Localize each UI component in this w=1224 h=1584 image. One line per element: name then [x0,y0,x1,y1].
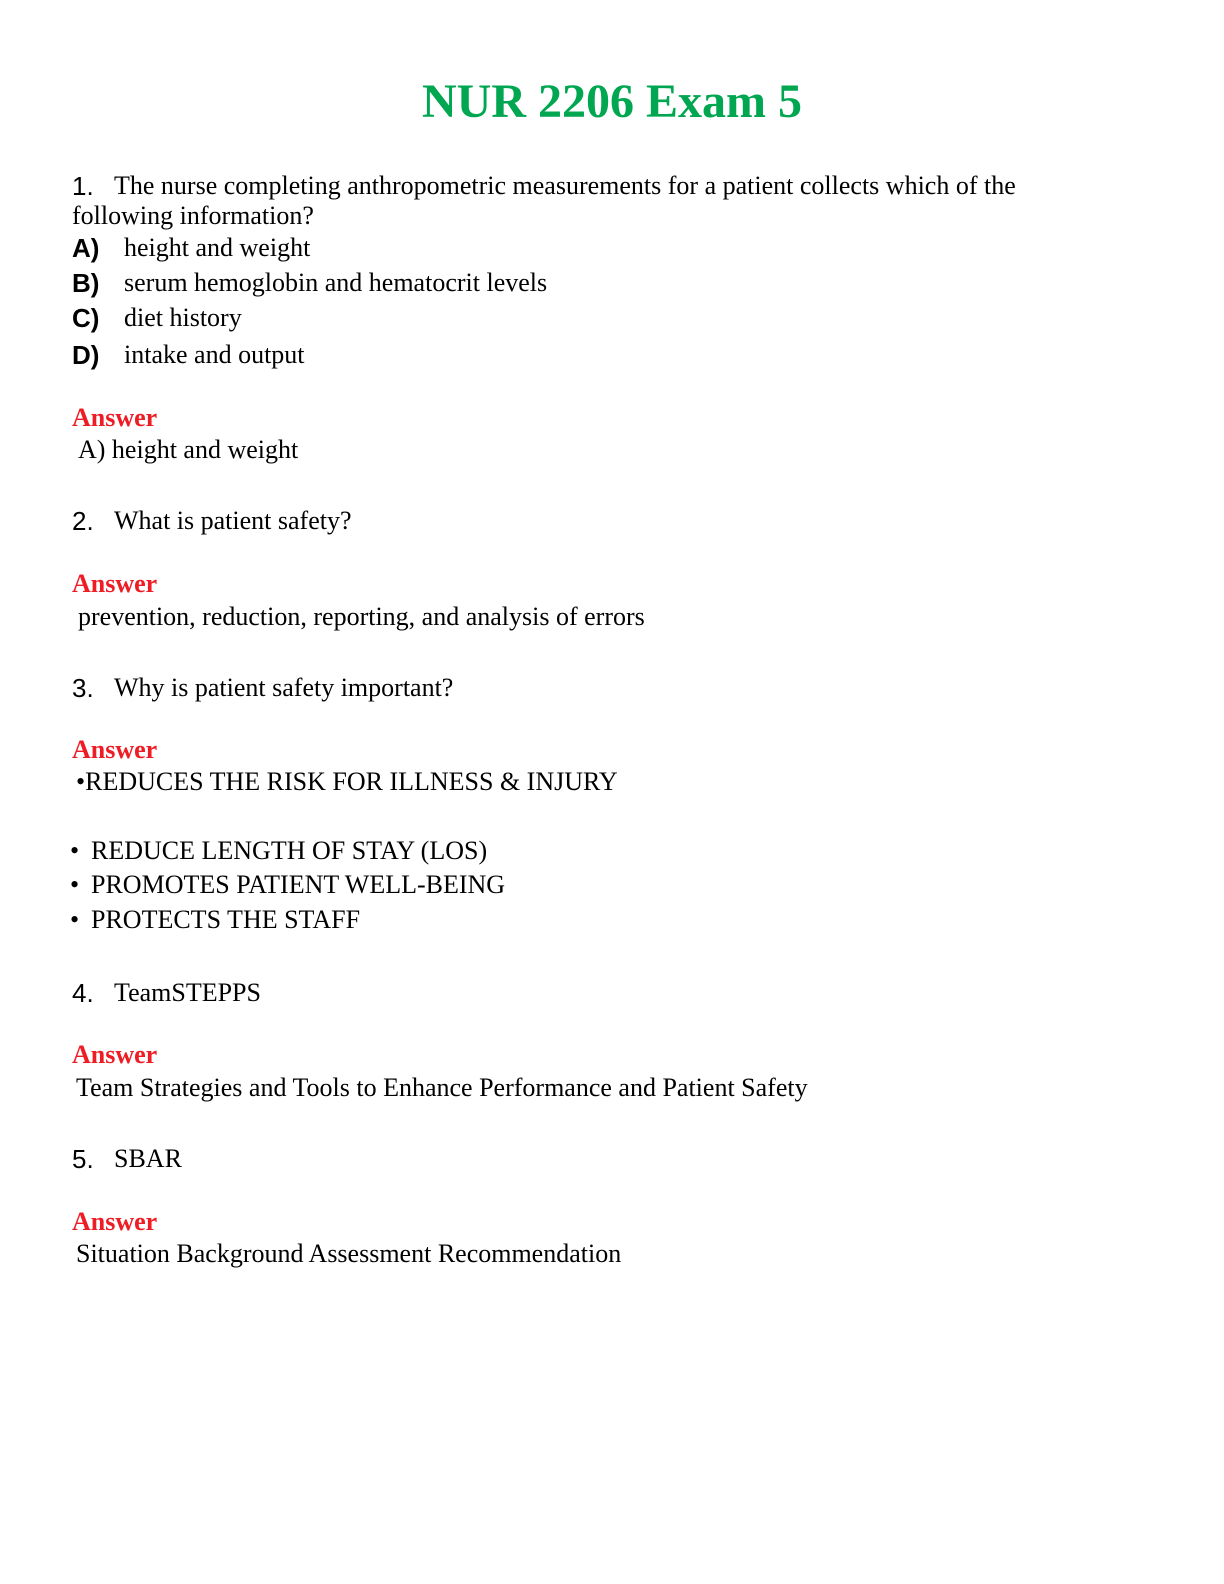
answer-label: Answer [72,735,158,764]
bullet-mark: • [70,870,80,899]
option-letter: B) [72,268,100,298]
answer-text: Team Strategies and Tools to Enhance Performance and Patient Safety [76,1073,808,1102]
answer-text: •REDUCES THE RISK FOR ILLNESS & INJURY [76,767,618,796]
question-text: The nurse completing anthropometric measurements for a patient collects which of the [114,171,1016,200]
answer-label: Answer [72,1207,158,1236]
question-text: SBAR [114,1144,182,1173]
question-text-continued: following information? [72,201,314,230]
question-number: 1. [72,171,94,201]
bullet-text: PROMOTES PATIENT WELL-BEING [91,870,506,899]
bullet-text: PROTECTS THE STAFF [91,905,361,934]
question-text: What is patient safety? [114,506,352,535]
bullet-text: REDUCE LENGTH OF STAY (LOS) [91,836,488,865]
option-text: diet history [124,303,242,332]
answer-text: prevention, reduction, reporting, and analysis of errors [78,602,645,631]
answer-text: Situation Background Assessment Recommendation [76,1239,622,1268]
answer-label: Answer [72,569,158,598]
question-number: 4. [72,978,94,1008]
question-number: 3. [72,673,94,703]
option-text: serum hemoglobin and hematocrit levels [124,268,548,297]
option-letter: A) [72,233,100,263]
question-text: Why is patient safety important? [114,673,454,702]
question-number: 5. [72,1144,94,1174]
question-number: 2. [72,506,94,536]
bullet-mark: • [70,836,80,865]
answer-label: Answer [72,403,158,432]
answer-text: A) height and weight [78,435,299,464]
page-title: NUR 2206 Exam 5 [422,75,802,128]
option-text: height and weight [124,233,311,262]
option-text: intake and output [124,340,305,369]
option-letter: C) [72,303,100,333]
bullet-mark: • [70,905,80,934]
option-letter: D) [72,340,100,370]
question-text: TeamSTEPPS [114,978,261,1007]
answer-label: Answer [72,1040,158,1069]
